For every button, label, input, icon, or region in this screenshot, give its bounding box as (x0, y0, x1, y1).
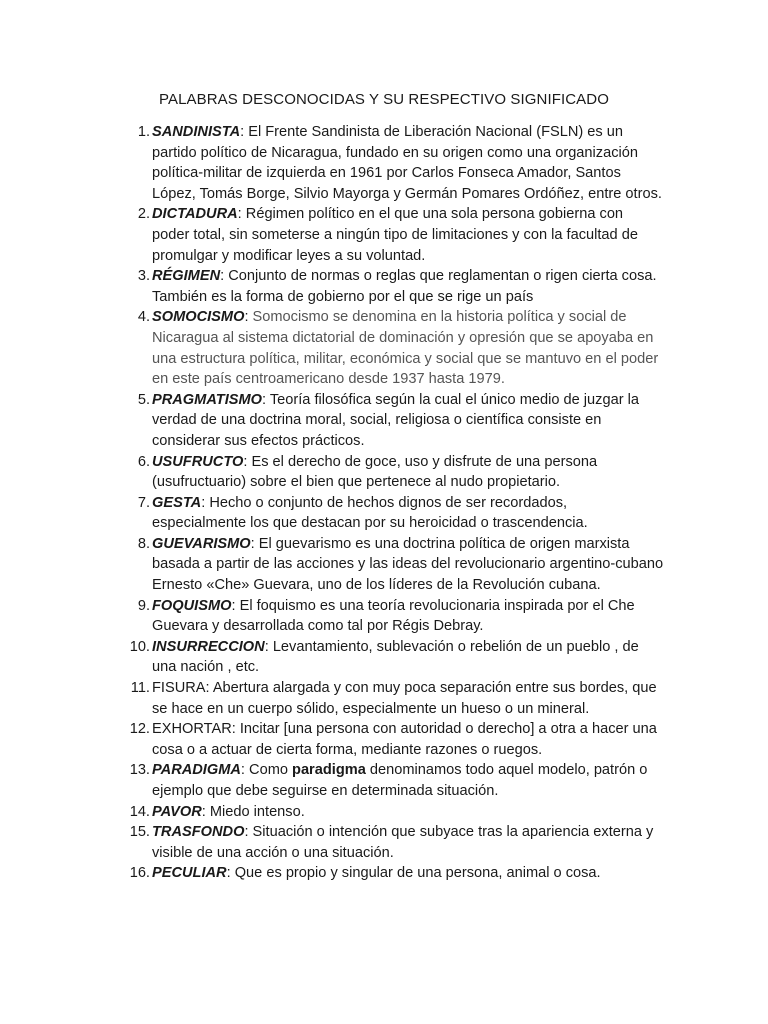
list-item (0, 719, 768, 760)
item-definition: Miedo intenso. (205, 803, 305, 820)
document-title: PALABRAS DESCONOCIDAS Y SU RESPECTIVO SIGNIFICADO (158, 91, 609, 108)
item-term: FOQUISMO (152, 597, 232, 614)
item-definition: El guevarismo es una doctrina política de origen marxista basada a partir de las acciones y las ideas del revolucionario argentino-cubano Ernesto «Che» Guevara, uno de los líderes de la Revolución cubana. (152, 535, 664, 594)
item-definition-part: Como (244, 762, 293, 779)
list-item (0, 204, 768, 266)
item-separator: : (240, 124, 245, 140)
list-item (0, 863, 768, 884)
item-definition: Situación o intención que subyace tras la apariencia externa y visible de una acción o una situación. (152, 824, 654, 861)
item-separator: : (244, 309, 249, 326)
item-definition: Teoría filosófica según la cual el único medio de juzgar la verdad de una doctrina moral, social, religiosa o científica consiste en considerar sus efectos prácticos. (152, 391, 639, 449)
item-definition: Régimen político en el que una sola persona gobierna con poder total, sin someterse a ningún tipo de limitaciones y con la facultad de promulgar y modificar leyes a su voluntad. (152, 206, 638, 264)
list-item (0, 534, 768, 596)
item-definition: Somocismo se denomina en la historia política y social de Nicaragua al sistema dictatorial de dominación y opresión que se apoyaba en una estructura política, militar, económica y social que se mantuvo en el poder en este país centroamericano desde 1937 hasta 1979. (152, 309, 659, 388)
item-term: SOMOCISMO (152, 309, 245, 326)
item-separator: : (243, 453, 248, 470)
list-item (0, 760, 768, 801)
item-term: GESTA (152, 494, 202, 511)
list-item (0, 390, 768, 452)
item-definition: Que es propio y singular de una persona, animal o cosa. (230, 865, 601, 882)
item-number: 9. (137, 597, 150, 614)
item-term: PARADIGMA (152, 762, 241, 779)
item-number: 3. (137, 268, 150, 285)
item-number: 6. (137, 453, 150, 470)
item-number: 4. (137, 309, 150, 326)
item-term: PECULIAR (152, 865, 227, 882)
list-item (0, 637, 768, 678)
list-item (0, 678, 768, 719)
item-separator: : (264, 638, 269, 655)
item-separator: : (226, 865, 231, 882)
item-number: 13. (129, 762, 150, 779)
list-item (0, 596, 768, 637)
definitions-list (0, 122, 768, 884)
item-term: USUFRUCTO (152, 453, 244, 470)
item-number: 2. (137, 206, 150, 223)
item-term: RÉGIMEN (152, 268, 221, 285)
item-definition: Hecho o conjunto de hechos dignos de ser recordados, especialmente los que destacan por su heroicidad o trascendencia. (152, 494, 588, 532)
item-separator: : (201, 494, 206, 511)
item-definition-part: denominamos todo aquel modelo, patrón o ejemplo que debe seguirse en determinada situación. (152, 762, 648, 799)
item-keyword: paradigma (292, 762, 366, 779)
list-item (0, 802, 768, 823)
item-definition: Incitar [una persona con autoridad o derecho] a otra a hacer una cosa o a actuar de cierta forma, mediante razones o ruegos. (152, 721, 657, 758)
item-definition: Conjunto de normas o reglas que reglamentan o rigen cierta cosa. También es la forma de gobierno por el que se rige un país (152, 268, 657, 305)
item-definition: El Frente Sandinista de Liberación Nacional (FSLN) es un partido político de Nicaragua, fundado en su origen como una organización política-militar de izquierda en 1961 por Carlos Fonseca Amador, Santos López, Tomás Borge, Silvio Mayorga y Germán Pomares Ordóñez, entre otros. (152, 124, 662, 202)
item-separator: : (240, 762, 245, 779)
list-item (0, 822, 768, 863)
item-number: 12. (129, 721, 150, 738)
list-item (0, 266, 768, 307)
item-number: 11. (130, 680, 150, 697)
item-separator: : (262, 391, 267, 408)
item-definition: El foquismo es una teoría revolucionaria inspirada por el Che Guevara y desarrollada como tal por Régis Debray. (152, 597, 635, 635)
item-number: 15. (129, 824, 150, 841)
item-number: 7. (137, 494, 150, 511)
item-separator: : (244, 824, 249, 841)
item-definition: Levantamiento, sublevación o rebelión de un pueblo , de una nación , etc. (152, 638, 639, 676)
item-term: INSURRECCION (152, 638, 265, 655)
item-separator: : (201, 803, 206, 820)
item-term: PRAGMATISMO (152, 391, 262, 408)
item-separator: : (250, 535, 255, 552)
item-number: 5. (137, 391, 150, 408)
item-definition: Es el derecho de goce, uso y disfrute de una persona (usufructuario) sobre el bien que pertenece al nudo propietario. (152, 453, 598, 491)
item-term: SANDINISTA (152, 124, 241, 140)
item-number: 1. (137, 124, 150, 140)
item-definition: Abertura alargada y con muy poca separación entre sus bordes, que se hace en un cuerpo sólido, especialmente un hueso o un mineral. (152, 680, 657, 717)
item-term: FISURA (152, 680, 206, 697)
item-separator: : (220, 268, 225, 285)
item-separator: : (237, 206, 242, 223)
list-item (0, 122, 768, 204)
item-number: 10. (129, 638, 150, 655)
item-term: DICTADURA (152, 206, 238, 223)
item-number: 14. (129, 803, 150, 820)
item-term: TRASFONDO (152, 824, 245, 841)
item-separator: : (231, 721, 236, 738)
list-item (0, 452, 768, 493)
item-number: 16. (129, 865, 150, 882)
item-number: 8. (137, 535, 150, 552)
item-term: PAVOR (152, 803, 202, 820)
list-item (0, 493, 768, 534)
item-term: GUEVARISMO (152, 535, 251, 552)
item-separator: : (205, 680, 210, 697)
item-term: EXHORTAR (152, 721, 232, 738)
list-item (0, 307, 768, 389)
item-separator: : (231, 597, 236, 614)
